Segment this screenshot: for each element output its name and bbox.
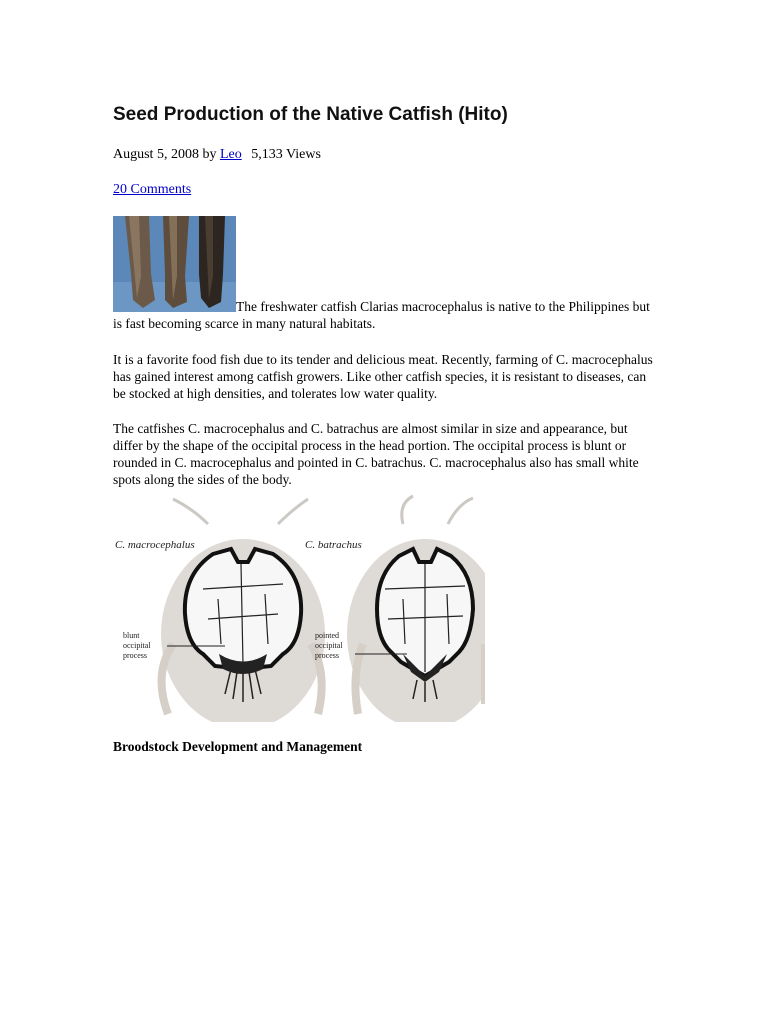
blunt-occipital-label: blunt occipital process [123, 631, 151, 660]
article-title: Seed Production of the Native Catfish (Hito) [113, 104, 508, 125]
paragraph-intro: The freshwater catfish Clarias macrocephalus is native to the Philippines but is fast becoming scarce in many natural habitats. [113, 299, 650, 331]
right-species-label: C. batrachus [305, 539, 362, 551]
pointed-occipital-label: pointed occipital process [315, 631, 343, 660]
comments-link[interactable]: 20 Comments [113, 182, 192, 197]
section-heading: Broodstock Development and Management [113, 739, 363, 754]
paragraph-food-fish: It is a favorite food fish due to its tender and delicious meat. Recently, farming of C. macrocephalus has gained interest among catfish growers. Like other catfish species, it is resistant to diseases, can be stocked at high densities, and tolerates low water quality. [113, 352, 653, 401]
occipital-process-diagram [113, 494, 485, 722]
article-meta [113, 147, 321, 163]
left-species-label: C. macrocephalus [115, 539, 195, 551]
author-link[interactable]: Leo [219, 147, 242, 162]
view-count: 5,133 Views [251, 147, 321, 162]
post-date: August 5, 2008 by [113, 147, 217, 162]
paragraph-comparison: The catfishes C. macrocephalus and C. batrachus are almost similar in size and appearance, but differ by the shape of the occipital process in the head portion. The occipital process is blunt or rounded in C. macrocephalus and pointed in C. batrachus. C. macrocephalus also has small white spots along the sides of the body. [113, 421, 639, 487]
